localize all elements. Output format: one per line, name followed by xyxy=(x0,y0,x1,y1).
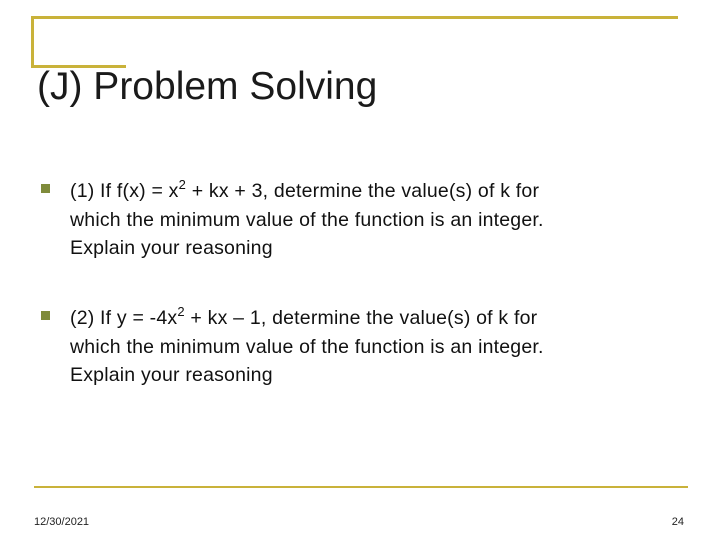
bullet-line: Explain your reasoning xyxy=(70,237,273,259)
bullet-line xyxy=(70,304,670,333)
page-number: 24 xyxy=(671,516,684,528)
footer-rule xyxy=(34,486,688,488)
square-bullet-icon xyxy=(41,184,50,193)
title-accent-left-line xyxy=(31,16,34,67)
bullet-line: which the minimum value of the function is an integer. xyxy=(70,335,544,358)
exponent: 2 xyxy=(178,177,187,192)
bullet-text xyxy=(70,304,670,390)
equation-text: + kx + 3, determine the value(s) of k for xyxy=(186,180,540,202)
title-accent-top-line xyxy=(31,16,678,19)
exponent: 2 xyxy=(177,304,185,319)
bullet-line xyxy=(70,177,670,206)
slide-title: (J) Problem Solving xyxy=(37,65,378,108)
equation-text: (1) If f(x) = x xyxy=(70,180,179,202)
equation-text: (2) If y = -4x xyxy=(70,307,178,329)
bullet-text xyxy=(70,177,670,263)
equation-text: + kx – 1, determine the value(s) of k for xyxy=(184,307,538,329)
bullet-line: Explain your reasoning xyxy=(70,364,273,386)
footer-date: 12/30/2021 xyxy=(34,516,90,528)
bullet-line: which the minimum value of the function is an integer. xyxy=(70,208,544,231)
square-bullet-icon xyxy=(41,311,50,320)
